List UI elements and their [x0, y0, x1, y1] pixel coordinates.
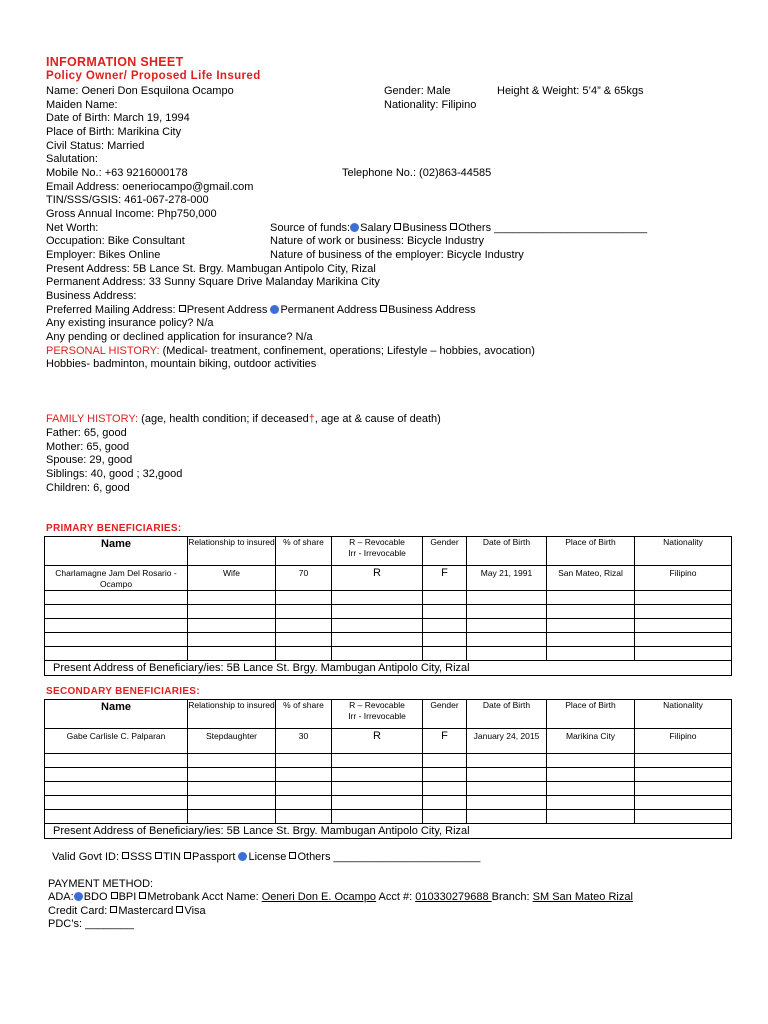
- cell-revocable: R: [332, 729, 423, 754]
- table-header-row: [45, 537, 732, 566]
- source-others: Others _________________________: [458, 222, 648, 234]
- beneficiary-address: Present Address of Beneficiary/ies: 5B Lance St. Brgy. Mambugan Antipolo City, Rizal: [45, 824, 732, 839]
- branch: SM San Mateo Rizal: [532, 891, 633, 903]
- table-row: [45, 591, 732, 605]
- owner-pob: Place of Birth: Marikina City: [46, 126, 182, 138]
- family-history-desc-a: (age, health condition; if deceased: [138, 413, 309, 425]
- cell-revocable: R: [332, 566, 423, 591]
- col-revocable-b: Irr - Irrevocable: [348, 548, 406, 558]
- cell-gender: F: [423, 729, 467, 754]
- col-share: % of share: [276, 700, 332, 729]
- credit-visa: Visa: [184, 905, 206, 917]
- col-dob: Date of Birth: [467, 537, 547, 566]
- col-nationality: Nationality: [635, 700, 732, 729]
- owner-salutation: Salutation:: [46, 153, 98, 165]
- valid-govt-id: [52, 851, 480, 864]
- cell-pob: Marikina City: [547, 729, 635, 754]
- page-subtitle: Policy Owner/ Proposed Life Insured: [46, 70, 261, 82]
- mailing-address: [46, 304, 476, 317]
- col-gender: Gender: [423, 700, 467, 729]
- credit-card-label: Credit Card:: [48, 905, 108, 917]
- cell-share: 30: [276, 729, 332, 754]
- checkbox-icon[interactable]: [380, 305, 387, 312]
- credit-mastercard: Mastercard: [118, 905, 174, 917]
- pending-application: Any pending or declined application for insurance? N/a: [46, 331, 313, 343]
- cell-gender: F: [423, 566, 467, 591]
- family-father: Father: 65, good: [46, 427, 127, 439]
- beneficiary-address: Present Address of Beneficiary/ies: 5B Lance St. Brgy. Mambugan Antipolo City, Rizal: [45, 661, 732, 676]
- mailing-label: Preferred Mailing Address:: [46, 304, 176, 316]
- cell-nationality: Filipino: [635, 566, 732, 591]
- family-history-heading: [46, 413, 441, 426]
- col-name: Name: [45, 537, 188, 566]
- col-relationship: Relationship to insured: [188, 700, 276, 729]
- source-label: Source of funds:: [270, 222, 351, 234]
- govt-id-label: Valid Govt ID:: [52, 851, 120, 863]
- payment-credit-card: [48, 905, 206, 918]
- owner-employer: Employer: Bikes Online: [46, 249, 161, 261]
- radio-selected-icon[interactable]: [270, 305, 279, 314]
- family-siblings: Siblings: 40, good ; 32,good: [46, 468, 183, 480]
- cell-share: 70: [276, 566, 332, 591]
- cell-relationship: Wife: [188, 566, 276, 591]
- source-of-funds: [270, 222, 647, 235]
- cell-nationality: Filipino: [635, 729, 732, 754]
- radio-selected-icon[interactable]: [350, 223, 359, 232]
- table-header-row: [45, 700, 732, 729]
- table-row: [45, 729, 732, 754]
- col-share: % of share: [276, 537, 332, 566]
- table-row: [45, 647, 732, 661]
- owner-net-worth: Net Worth:: [46, 222, 99, 234]
- secondary-beneficiaries-table: [44, 699, 732, 839]
- table-row: [45, 782, 732, 796]
- col-nationality: Nationality: [635, 537, 732, 566]
- owner-email: Email Address: oeneriocampo@gmail.com: [46, 181, 254, 193]
- cell-name: Charlamagne Jam Del Rosario - Ocampo: [45, 566, 188, 591]
- owner-maiden-name: Maiden Name:: [46, 99, 118, 111]
- family-history-label: FAMILY HISTORY:: [46, 413, 139, 425]
- cell-name: Gabe Carlisle C. Palparan: [45, 729, 188, 754]
- table-row: [45, 619, 732, 633]
- page-title: INFORMATION SHEET: [46, 55, 184, 69]
- ada-bpi: BPI: [118, 891, 137, 903]
- checkbox-icon[interactable]: [184, 852, 191, 859]
- govt-id-others: Others ________________________: [297, 851, 481, 863]
- cross-icon: †: [308, 413, 315, 425]
- cell-relationship: Stepdaughter: [188, 729, 276, 754]
- govt-id-tin: TIN: [163, 851, 181, 863]
- ada-metrobank: Metrobank Acct Name:: [147, 891, 262, 903]
- owner-mobile: Mobile No.: +63 9216000178: [46, 167, 188, 179]
- ada-label: ADA:: [48, 891, 74, 903]
- govt-id-sss: SSS: [130, 851, 153, 863]
- mailing-permanent: Permanent Address: [280, 304, 378, 316]
- ada-bdo: BDO: [83, 891, 108, 903]
- checkbox-icon[interactable]: [155, 852, 162, 859]
- personal-history-heading: [46, 345, 535, 358]
- primary-beneficiaries-heading: PRIMARY BENEFICIARIES:: [46, 523, 182, 534]
- source-business: Business: [402, 222, 447, 234]
- col-revocable: [332, 700, 423, 729]
- radio-selected-icon[interactable]: [238, 852, 247, 861]
- primary-beneficiaries-table: [44, 536, 732, 676]
- govt-id-license: License: [248, 851, 287, 863]
- owner-nature-employer: Nature of business of the employer: Bicycle Industry: [270, 249, 524, 261]
- col-revocable-b: Irr - Irrevocable: [348, 711, 406, 721]
- table-row: [45, 810, 732, 824]
- table-row: [45, 566, 732, 591]
- col-pob: Place of Birth: [547, 700, 635, 729]
- branch-label: Branch:: [491, 891, 533, 903]
- source-salary: Salary: [360, 222, 392, 234]
- family-children: Children: 6, good: [46, 482, 130, 494]
- table-row: [45, 754, 732, 768]
- checkbox-icon[interactable]: [450, 223, 457, 230]
- personal-history-label: PERSONAL HISTORY:: [46, 345, 160, 357]
- cell-dob: January 24, 2015: [467, 729, 547, 754]
- existing-policy: Any existing insurance policy? N/a: [46, 317, 214, 329]
- col-pob: Place of Birth: [547, 537, 635, 566]
- owner-occupation: Occupation: Bike Consultant: [46, 235, 185, 247]
- checkbox-icon[interactable]: [110, 906, 117, 913]
- col-dob: Date of Birth: [467, 700, 547, 729]
- owner-civil-status: Civil Status: Married: [46, 140, 145, 152]
- payment-pdc: PDC’s: ________: [48, 918, 135, 930]
- cell-dob: May 21, 1991: [467, 566, 547, 591]
- mailing-present: Present Address: [186, 304, 268, 316]
- table-row: [45, 796, 732, 810]
- col-revocable: [332, 537, 423, 566]
- owner-income: Gross Annual Income: Php750,000: [46, 208, 217, 220]
- col-gender: Gender: [423, 537, 467, 566]
- secondary-beneficiaries-heading: SECONDARY BENEFICIARIES:: [46, 686, 200, 697]
- col-revocable-a: R – Revocable: [349, 700, 405, 710]
- owner-height-weight: Height & Weight: 5’4” & 65kgs: [497, 85, 644, 97]
- payment-heading: PAYMENT METHOD:: [48, 878, 154, 890]
- hobbies: Hobbies- badminton, mountain biking, outdoor activities: [46, 358, 317, 370]
- acct-no-label: Acct #:: [376, 891, 416, 903]
- table-row: [45, 824, 732, 839]
- checkbox-icon[interactable]: [289, 852, 296, 859]
- family-history-desc-b: , age at & cause of death): [314, 413, 441, 425]
- personal-history-desc: (Medical- treatment, confinement, operations; Lifestyle – hobbies, avocation): [159, 345, 535, 357]
- radio-selected-icon[interactable]: [74, 892, 83, 901]
- col-name: Name: [45, 700, 188, 729]
- owner-permanent-address: Permanent Address: 33 Sunny Square Drive Malanday Marikina City: [46, 276, 380, 288]
- table-row: [45, 768, 732, 782]
- payment-ada: [48, 891, 633, 904]
- owner-nationality: Nationality: Filipino: [384, 99, 477, 111]
- table-row: [45, 661, 732, 676]
- checkbox-icon[interactable]: [139, 892, 146, 899]
- owner-business-address: Business Address:: [46, 290, 137, 302]
- table-row: [45, 633, 732, 647]
- owner-nature-work: Nature of work or business: Bicycle Industry: [270, 235, 484, 247]
- mailing-business: Business Address: [388, 304, 476, 316]
- checkbox-icon[interactable]: [179, 305, 186, 312]
- govt-id-passport: Passport: [191, 851, 236, 863]
- acct-no: 010330279688: [415, 891, 492, 903]
- col-relationship: Relationship to insured: [188, 537, 276, 566]
- checkbox-icon[interactable]: [122, 852, 129, 859]
- family-spouse: Spouse: 29, good: [46, 454, 133, 466]
- owner-gender: Gender: Male: [384, 85, 451, 97]
- table-row: [45, 605, 732, 619]
- col-revocable-a: R – Revocable: [349, 537, 405, 547]
- cell-pob: San Mateo, Rizal: [547, 566, 635, 591]
- owner-telephone: Telephone No.: (02)863-44585: [342, 167, 492, 179]
- checkbox-icon[interactable]: [394, 223, 401, 230]
- checkbox-icon[interactable]: [176, 906, 183, 913]
- owner-dob: Date of Birth: March 19, 1994: [46, 112, 190, 124]
- owner-name: Name: Oeneri Don Esquilona Ocampo: [46, 85, 234, 97]
- acct-name: Oeneri Don E. Ocampo: [261, 891, 377, 903]
- checkbox-icon[interactable]: [111, 892, 118, 899]
- family-mother: Mother: 65, good: [46, 441, 130, 453]
- owner-present-address: Present Address: 5B Lance St. Brgy. Mambugan Antipolo City, Rizal: [46, 263, 376, 275]
- owner-tin: TIN/SSS/GSIS: 461-067-278-000: [46, 194, 209, 206]
